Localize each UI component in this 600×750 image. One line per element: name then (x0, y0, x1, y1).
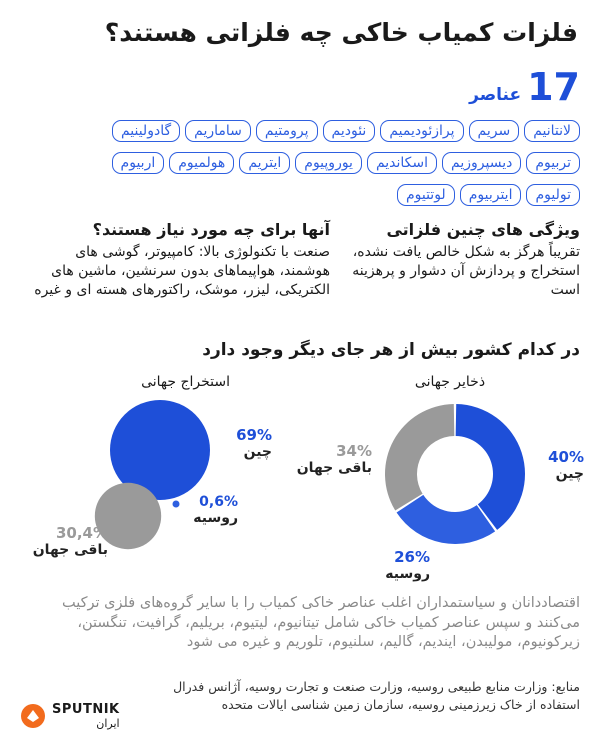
element-pill: اسکاندیم (367, 152, 437, 174)
element-pill: دیسپروزیم (442, 152, 521, 174)
page-title: فلزات کمیاب خاکی چه فلزاتی هستند؟ (104, 18, 578, 47)
elements-row-3 (397, 184, 580, 206)
count-number: 17 (527, 65, 580, 109)
needs-heading: آنها برای چه مورد نیاز هستند؟ (92, 220, 330, 239)
element-pill: گادولینیم (112, 120, 180, 142)
russia-extraction-label (176, 494, 238, 526)
logo-brand: SPUTNIK (52, 702, 120, 717)
russia-reserves-label (360, 548, 430, 582)
needs-text: صنعت با تکنولوژی بالا: کامپیوتر، گوشی های هوشمند، هواپیماهای بدون سرنشین، ماشین های الکتریکی، لیزر، موشک، راکتورهای هسته ای و غیره (34, 244, 330, 298)
sputnik-logo-icon (20, 703, 46, 729)
rest-reserves-slice (385, 404, 454, 510)
element-pill: ایتربیوم (460, 184, 522, 206)
china-reserves-pct: 40% (548, 448, 584, 466)
element-pill: ساماریم (185, 120, 251, 142)
china-reserves-name: چین (555, 466, 584, 482)
element-pill: سریم (469, 120, 520, 142)
elements-row-1 (112, 120, 580, 142)
rest-extraction-pct: 30,4% (55, 524, 108, 542)
china-extraction-pct: 69% (236, 426, 272, 444)
reserves-title: ذخایر جهانی (414, 374, 486, 390)
source-text: منابع: وزارت منابع طبیعی روسیه، وزارت صنعت و تجارت روسیه، آژانس فدرال استفاده از خاک زیرزمینی روسیه، سازمان زمین شناسی ایالات متحده (173, 679, 580, 713)
countries-title: در کدام کشور بیش از هر جای دیگر وجود دارد (202, 340, 580, 360)
element-pill: لانتانیم (524, 120, 580, 142)
rest-reserves-label (292, 442, 372, 476)
russia-reserves-name: روسیه (385, 566, 430, 582)
features-heading: ویژگی های چنین فلزاتی (386, 220, 580, 239)
element-pill: اربیوم (112, 152, 165, 174)
rest-reserves-pct: 34% (336, 442, 372, 460)
russia-extraction-pct: 0,6% (199, 494, 238, 510)
rest-reserves-name: باقی جهان (296, 460, 372, 476)
russia-extraction-name: روسیه (193, 510, 238, 526)
russia-reserves-pct: 26% (394, 548, 430, 566)
features-section (345, 220, 580, 300)
element-pill: تولیوم (526, 184, 580, 206)
element-pill: نئودیم (323, 120, 376, 142)
rest-extraction-label (28, 524, 108, 558)
china-extraction-label (212, 426, 272, 460)
logo-sub: ایران (96, 717, 120, 730)
reserves-donut (375, 394, 535, 554)
element-count (469, 65, 580, 109)
element-pill: تربیوم (526, 152, 580, 174)
element-pill: پرومتیم (256, 120, 318, 142)
needs-section (30, 220, 330, 300)
sputnik-logo (20, 702, 120, 730)
element-pill: لوتتیوم (397, 184, 455, 206)
footer-text: اقتصاددانان و سیاستمداران اغلب عناصر خاکی کمیاب را با سایر گروه‌های فلزی ترکیب می‌کنند و سپس عناصر کمیاب خاکی شامل تیتانیوم، لیتیوم، بریلیم، گرافیت، تنگستن، زیرکونیوم، مولیبدن، ایندیم، گالیم، سلنیوم، تلوریم و غیره می شود (62, 595, 580, 651)
count-unit: عناصر (469, 85, 522, 105)
extraction-title: استخراج جهانی (141, 374, 230, 390)
russia-reserves-slice (397, 495, 496, 544)
elements-row-2 (112, 152, 580, 174)
element-pill: یوروپیوم (295, 152, 362, 174)
rest-extraction-name: باقی جهان (32, 542, 108, 558)
element-pill: هولمیوم (169, 152, 234, 174)
features-text: تقریباً هرگز به شکل خالص یافت نشده، استخراج و پردازش آن دشوار و پرهزینه است (352, 244, 580, 298)
china-reserves-label (532, 448, 584, 482)
china-extraction-name: چین (243, 444, 272, 460)
element-pill: ایتریم (239, 152, 290, 174)
element-pill: پرازئودیمیم (380, 120, 463, 142)
